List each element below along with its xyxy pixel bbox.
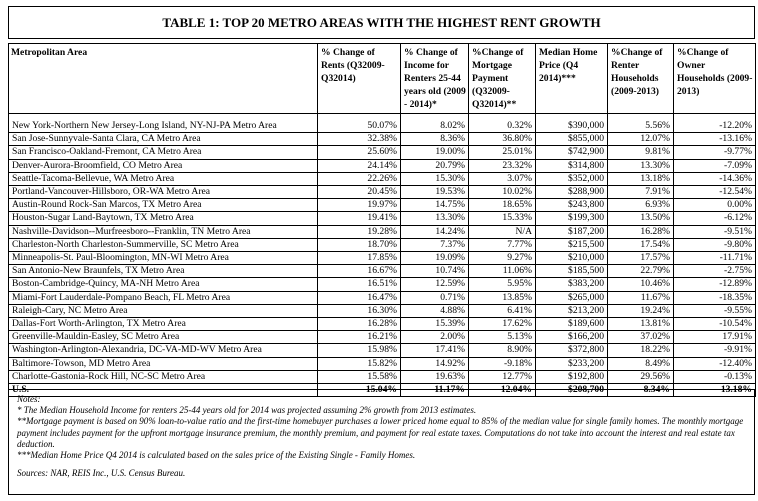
table-row xyxy=(9,212,756,225)
table-body xyxy=(9,114,756,397)
cell-median-home-price: $265,000 xyxy=(536,291,608,304)
cell-owner-households-change: -13.18% xyxy=(674,384,756,397)
cell-owner-households-change: -18.35% xyxy=(674,291,756,304)
cell-owner-households-change: -12.40% xyxy=(674,357,756,370)
cell-mortgage-change: 23.32% xyxy=(469,159,536,172)
cell-owner-households-change: -13.16% xyxy=(674,133,756,146)
cell-metro-area: Portland-Vancouver-Hillsboro, OR-WA Metro Area xyxy=(9,186,318,199)
cell-income-change: 2.00% xyxy=(401,331,469,344)
cell-renter-households-change: 13.30% xyxy=(608,159,674,172)
cell-rent-change: 15.04% xyxy=(318,384,401,397)
cell-rent-change: 19.28% xyxy=(318,225,401,238)
cell-mortgage-change: 36.80% xyxy=(469,133,536,146)
cell-rent-change: 16.21% xyxy=(318,331,401,344)
cell-mortgage-change: 12.77% xyxy=(469,370,536,383)
cell-income-change: 0.71% xyxy=(401,291,469,304)
cell-renter-households-change: 12.07% xyxy=(608,133,674,146)
cell-renter-households-change: 18.22% xyxy=(608,344,674,357)
cell-mortgage-change: 11.06% xyxy=(469,265,536,278)
table-row xyxy=(9,278,756,291)
column-header-rent-change: % Change of Rents (Q32009-Q32014) xyxy=(318,44,401,114)
cell-income-change: 12.59% xyxy=(401,278,469,291)
cell-median-home-price: $855,000 xyxy=(536,133,608,146)
cell-metro-area: Denver-Aurora-Broomfield, CO Metro Area xyxy=(9,159,318,172)
rent-growth-table xyxy=(8,43,756,397)
table-row xyxy=(9,199,756,212)
cell-renter-households-change: 6.93% xyxy=(608,199,674,212)
cell-owner-households-change: -12.20% xyxy=(674,120,756,133)
cell-metro-area: Charlotte-Gastonia-Rock Hill, NC-SC Metro Area xyxy=(9,370,318,383)
table-row xyxy=(9,344,756,357)
note-home-price: ***Median Home Price Q4 2014 is calculated based on the sales price of the Existing Single - Family Homes. xyxy=(17,450,416,461)
cell-median-home-price: $189,600 xyxy=(536,318,608,331)
note-mortgage: **Mortgage payment is based on 90% loan-to-value ratio and the first-time homebuyer purchases a lower priced home equal to 85% of the median value for single family homes. The monthly mortgage payment includes payment for the upfront mortgage insurance premium, the monthly premium, and payment for real estate taxes. Computations do not take into account the interest and real estate tax deduction. xyxy=(17,416,744,449)
cell-renter-households-change: 9.81% xyxy=(608,146,674,159)
cell-renter-households-change: 7.91% xyxy=(608,186,674,199)
cell-metro-area: Austin-Round Rock-San Marcos, TX Metro Area xyxy=(9,199,318,212)
cell-median-home-price: $187,200 xyxy=(536,225,608,238)
cell-owner-households-change: -2.75% xyxy=(674,265,756,278)
cell-income-change: 11.17% xyxy=(401,384,469,397)
cell-renter-households-change: 8.34% xyxy=(608,384,674,397)
cell-owner-households-change: -10.54% xyxy=(674,318,756,331)
cell-metro-area: San Antonio-New Braunfels, TX Metro Area xyxy=(9,265,318,278)
cell-rent-change: 25.60% xyxy=(318,146,401,159)
cell-metro-area: San Jose-Sunnyvale-Santa Clara, CA Metro Area xyxy=(9,133,318,146)
cell-median-home-price: $314,800 xyxy=(536,159,608,172)
cell-metro-area: Baltimore-Towson, MD Metro Area xyxy=(9,357,318,370)
cell-income-change: 14.92% xyxy=(401,357,469,370)
cell-renter-households-change: 16.28% xyxy=(608,225,674,238)
cell-income-change: 14.24% xyxy=(401,225,469,238)
cell-renter-households-change: 37.02% xyxy=(608,331,674,344)
cell-mortgage-change: 0.32% xyxy=(469,120,536,133)
cell-renter-households-change: 13.81% xyxy=(608,318,674,331)
cell-income-change: 13.30% xyxy=(401,212,469,225)
cell-rent-change: 32.38% xyxy=(318,133,401,146)
cell-owner-households-change: -12.89% xyxy=(674,278,756,291)
cell-metro-area: Greenville-Mauldin-Easley, SC Metro Area xyxy=(9,331,318,344)
header-row xyxy=(9,44,756,114)
cell-income-change: 20.79% xyxy=(401,159,469,172)
cell-median-home-price: $213,200 xyxy=(536,304,608,317)
cell-renter-households-change: 22.79% xyxy=(608,265,674,278)
cell-rent-change: 15.82% xyxy=(318,357,401,370)
cell-mortgage-change: 5.13% xyxy=(469,331,536,344)
column-header-median-home-price: Median Home Price (Q4 2014)*** xyxy=(536,44,608,114)
table-row xyxy=(9,225,756,238)
table-row xyxy=(9,172,756,185)
cell-median-home-price: $199,300 xyxy=(536,212,608,225)
cell-owner-households-change: -11.71% xyxy=(674,252,756,265)
cell-income-change: 19.09% xyxy=(401,252,469,265)
cell-renter-households-change: 17.57% xyxy=(608,252,674,265)
cell-metro-area: Washington-Arlington-Alexandria, DC-VA-MD-WV Metro Area xyxy=(9,344,318,357)
table-container xyxy=(8,6,755,495)
cell-metro-area: U.S. xyxy=(9,384,318,397)
column-header-metro-area: Metropolitan Area xyxy=(9,44,318,114)
table-title: TABLE 1: TOP 20 METRO AREAS WITH THE HIGHEST RENT GROWTH xyxy=(8,6,755,39)
cell-rent-change: 15.98% xyxy=(318,344,401,357)
cell-renter-households-change: 13.50% xyxy=(608,212,674,225)
cell-metro-area: New York-Northern New Jersey-Long Island, NY-NJ-PA Metro Area xyxy=(9,120,318,133)
cell-rent-change: 17.85% xyxy=(318,252,401,265)
cell-renter-households-change: 11.67% xyxy=(608,291,674,304)
cell-mortgage-change: 9.27% xyxy=(469,252,536,265)
cell-income-change: 19.63% xyxy=(401,370,469,383)
table-row xyxy=(9,238,756,251)
cell-renter-households-change: 13.18% xyxy=(608,172,674,185)
cell-rent-change: 16.51% xyxy=(318,278,401,291)
cell-median-home-price: $192,800 xyxy=(536,370,608,383)
cell-metro-area: Minneapolis-St. Paul-Bloomington, MN-WI Metro Area xyxy=(9,252,318,265)
table-row xyxy=(9,252,756,265)
cell-mortgage-change: 5.95% xyxy=(469,278,536,291)
cell-metro-area: Charleston-North Charleston-Summerville, SC Metro Area xyxy=(9,238,318,251)
sources-line: Sources: NAR, REIS Inc., U.S. Census Bureau. xyxy=(17,468,186,479)
cell-income-change: 15.30% xyxy=(401,172,469,185)
cell-median-home-price: $185,500 xyxy=(536,265,608,278)
table-row xyxy=(9,159,756,172)
cell-median-home-price: $233,200 xyxy=(536,357,608,370)
cell-rent-change: 19.41% xyxy=(318,212,401,225)
cell-owner-households-change: 0.00% xyxy=(674,199,756,212)
cell-rent-change: 19.97% xyxy=(318,199,401,212)
cell-income-change: 14.75% xyxy=(401,199,469,212)
cell-mortgage-change: 7.77% xyxy=(469,238,536,251)
cell-income-change: 10.74% xyxy=(401,265,469,278)
cell-mortgage-change: 8.90% xyxy=(469,344,536,357)
cell-rent-change: 18.70% xyxy=(318,238,401,251)
cell-mortgage-change: 10.02% xyxy=(469,186,536,199)
cell-median-home-price: $243,800 xyxy=(536,199,608,212)
table-row xyxy=(9,186,756,199)
cell-owner-households-change: -7.09% xyxy=(674,159,756,172)
table-row xyxy=(9,318,756,331)
notes-section xyxy=(8,389,755,495)
cell-median-home-price: $390,000 xyxy=(536,120,608,133)
cell-mortgage-change: 3.07% xyxy=(469,172,536,185)
cell-metro-area: San Francisco-Oakland-Fremont, CA Metro Area xyxy=(9,146,318,159)
cell-owner-households-change: 17.91% xyxy=(674,331,756,344)
cell-mortgage-change: 17.62% xyxy=(469,318,536,331)
cell-income-change: 17.41% xyxy=(401,344,469,357)
table-row xyxy=(9,370,756,383)
cell-metro-area: Boston-Cambridge-Quincy, MA-NH Metro Area xyxy=(9,278,318,291)
cell-income-change: 8.02% xyxy=(401,120,469,133)
table-row xyxy=(9,133,756,146)
cell-rent-change: 22.26% xyxy=(318,172,401,185)
table-row xyxy=(9,146,756,159)
cell-income-change: 4.88% xyxy=(401,304,469,317)
cell-metro-area: Miami-Fort Lauderdale-Pompano Beach, FL Metro Area xyxy=(9,291,318,304)
cell-income-change: 19.00% xyxy=(401,146,469,159)
cell-mortgage-change: 18.65% xyxy=(469,199,536,212)
cell-owner-households-change: -9.91% xyxy=(674,344,756,357)
cell-owner-households-change: -9.77% xyxy=(674,146,756,159)
cell-mortgage-change: 25.01% xyxy=(469,146,536,159)
note-income: * The Median Household Income for renters 25-44 years old for 2014 was projected assuming 2% growth from 2013 estimates. xyxy=(17,405,477,416)
cell-income-change: 8.36% xyxy=(401,133,469,146)
cell-income-change: 7.37% xyxy=(401,238,469,251)
cell-rent-change: 20.45% xyxy=(318,186,401,199)
cell-metro-area: Raleigh-Cary, NC Metro Area xyxy=(9,304,318,317)
cell-median-home-price: $288,900 xyxy=(536,186,608,199)
cell-rent-change: 16.47% xyxy=(318,291,401,304)
column-header-income-change: % Change of Income for Renters 25-44 years old (2009 - 2014)* xyxy=(401,44,469,114)
cell-renter-households-change: 5.56% xyxy=(608,120,674,133)
cell-rent-change: 16.28% xyxy=(318,318,401,331)
cell-rent-change: 16.67% xyxy=(318,265,401,278)
column-header-renter-households: %Change of Renter Households (2009-2013) xyxy=(608,44,674,114)
cell-rent-change: 50.07% xyxy=(318,120,401,133)
cell-metro-area: Houston-Sugar Land-Baytown, TX Metro Area xyxy=(9,212,318,225)
table-row xyxy=(9,265,756,278)
cell-owner-households-change: -9.51% xyxy=(674,225,756,238)
column-header-owner-households: %Change of Owner Households (2009-2013) xyxy=(674,44,756,114)
table-row xyxy=(9,357,756,370)
cell-mortgage-change: 15.33% xyxy=(469,212,536,225)
cell-renter-households-change: 8.49% xyxy=(608,357,674,370)
cell-rent-change: 24.14% xyxy=(318,159,401,172)
cell-rent-change: 16.30% xyxy=(318,304,401,317)
table-row xyxy=(9,331,756,344)
cell-renter-households-change: 29.56% xyxy=(608,370,674,383)
cell-renter-households-change: 17.54% xyxy=(608,238,674,251)
cell-metro-area: Dallas-Fort Worth-Arlington, TX Metro Area xyxy=(9,318,318,331)
cell-mortgage-change: N/A xyxy=(469,225,536,238)
cell-median-home-price: $383,200 xyxy=(536,278,608,291)
cell-median-home-price: $208,700 xyxy=(536,384,608,397)
cell-median-home-price: $372,800 xyxy=(536,344,608,357)
cell-owner-households-change: -6.12% xyxy=(674,212,756,225)
table-row xyxy=(9,304,756,317)
cell-mortgage-change: 12.04% xyxy=(469,384,536,397)
notes-heading: Notes: xyxy=(17,394,41,404)
table-row xyxy=(9,120,756,133)
cell-renter-households-change: 10.46% xyxy=(608,278,674,291)
cell-median-home-price: $352,000 xyxy=(536,172,608,185)
cell-rent-change: 15.58% xyxy=(318,370,401,383)
cell-median-home-price: $215,500 xyxy=(536,238,608,251)
cell-owner-households-change: -12.54% xyxy=(674,186,756,199)
cell-owner-households-change: -9.55% xyxy=(674,304,756,317)
cell-mortgage-change: 13.85% xyxy=(469,291,536,304)
cell-median-home-price: $166,200 xyxy=(536,331,608,344)
cell-owner-households-change: -9.80% xyxy=(674,238,756,251)
column-header-mortgage-change: %Change of Mortgage Payment (Q32009-Q32014)** xyxy=(469,44,536,114)
cell-mortgage-change: 6.41% xyxy=(469,304,536,317)
cell-income-change: 19.53% xyxy=(401,186,469,199)
cell-owner-households-change: -14.36% xyxy=(674,172,756,185)
table-row xyxy=(9,291,756,304)
cell-mortgage-change: -9.18% xyxy=(469,357,536,370)
cell-renter-households-change: 19.24% xyxy=(608,304,674,317)
cell-median-home-price: $742,900 xyxy=(536,146,608,159)
cell-median-home-price: $210,000 xyxy=(536,252,608,265)
cell-metro-area: Nashville-Davidson--Murfreesboro--Franklin, TN Metro Area xyxy=(9,225,318,238)
cell-owner-households-change: -0.13% xyxy=(674,370,756,383)
cell-metro-area: Seattle-Tacoma-Bellevue, WA Metro Area xyxy=(9,172,318,185)
cell-income-change: 15.39% xyxy=(401,318,469,331)
